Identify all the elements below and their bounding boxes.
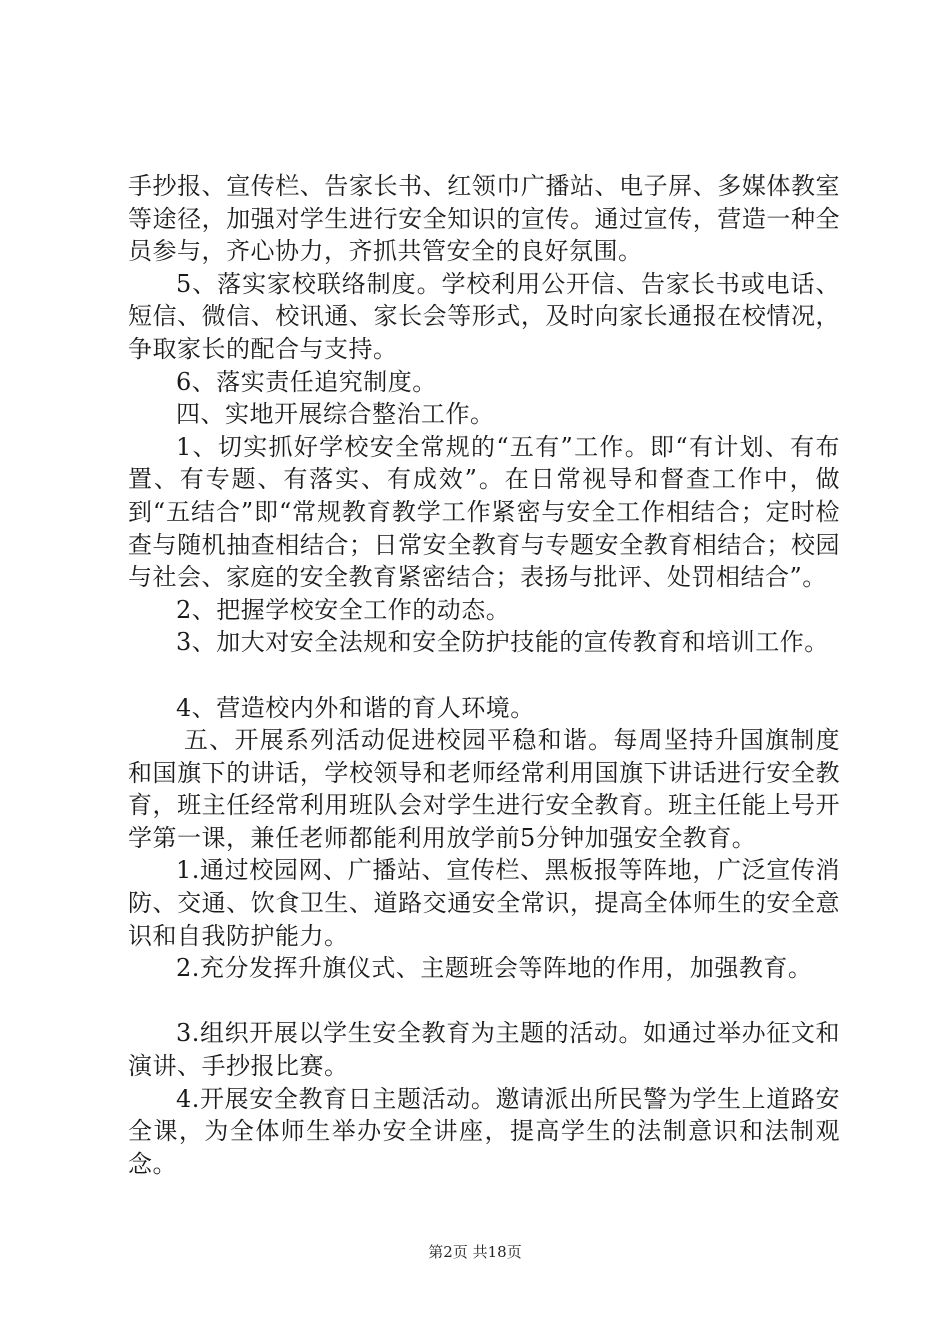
section-heading-four: 四、实地开展综合整治工作。: [176, 400, 495, 429]
document-body: [128, 170, 840, 1180]
section-heading-five: 五、开展系列活动促进校园平稳和谐。每周坚持升国旗制度和国旗下的讲话，学校领导和老师经常利用国旗下讲话进行安全教育，班主任经常利用班队会对学生进行安全教育。班主任能上号开学第一课，兼任老师都能利用放学前5分钟加强安全教育。: [128, 726, 840, 852]
paragraph-safety-dynamics: 2、把握学校安全工作的动态。: [176, 595, 511, 624]
paragraph-gap: [128, 985, 840, 1018]
paragraph-five-haves: 1、切实抓好学校安全常规的“五有”工作。即“有计划、有布置、有专题、有落实、有成效”。在日常视导和督查工作中，做到“五结合”即“常规教育教学工作紧密与安全工作相结合；定时检查与随机抽查相结合；日常安全教育与专题安全教育相结合；校园与社会、家庭的安全教育紧密结合；表扬与批评、处罚相结合”。: [128, 432, 840, 592]
list-item-themed-activities: 3.组织开展以学生安全教育为主题的活动。如通过举办征文和演讲、手抄报比赛。: [128, 1019, 840, 1081]
paragraph-publicity-continued: 手抄报、宣传栏、告家长书、红领巾广播站、电子屏、多媒体教室等途径，加强对学生进行安全知识的宣传。通过宣传，营造一种全员参与，齐心协力，齐抓共管安全的良好氛围。: [128, 172, 840, 266]
list-item-campus-publicity: 1.通过校园网、广播站、宣传栏、黑板报等阵地，广泛宣传消防、交通、饮食卫生、道路交通安全常识，提高全体师生的安全意识和自我防护能力。: [128, 856, 840, 950]
paragraph-home-school-contact: 5、落实家校联络制度。学校利用公开信、告家长书或电话、短信、微信、校讯通、家长会等形式，及时向家长通报在校情况，争取家长的配合与支持。: [128, 269, 840, 363]
paragraph-environment: 4、营造校内外和谐的育人环境。: [176, 693, 535, 722]
paragraph-safety-training: 3、加大对安全法规和安全防护技能的宣传教育和培训工作。: [176, 628, 829, 657]
page-number-footer: 第2页 共18页: [428, 1243, 522, 1261]
list-item-flag-ceremony: 2.充分发挥升旗仪式、主题班会等阵地的作用，加强教育。: [176, 954, 813, 983]
paragraph-accountability: 6、落实责任追究制度。: [176, 367, 437, 396]
list-item-safety-day: 4.开展安全教育日主题活动。邀请派出所民警为学生上道路安全课，为全体师生举办安全讲座，提高学生的法制意识和法制观念。: [128, 1084, 840, 1178]
paragraph-gap: [128, 659, 840, 692]
